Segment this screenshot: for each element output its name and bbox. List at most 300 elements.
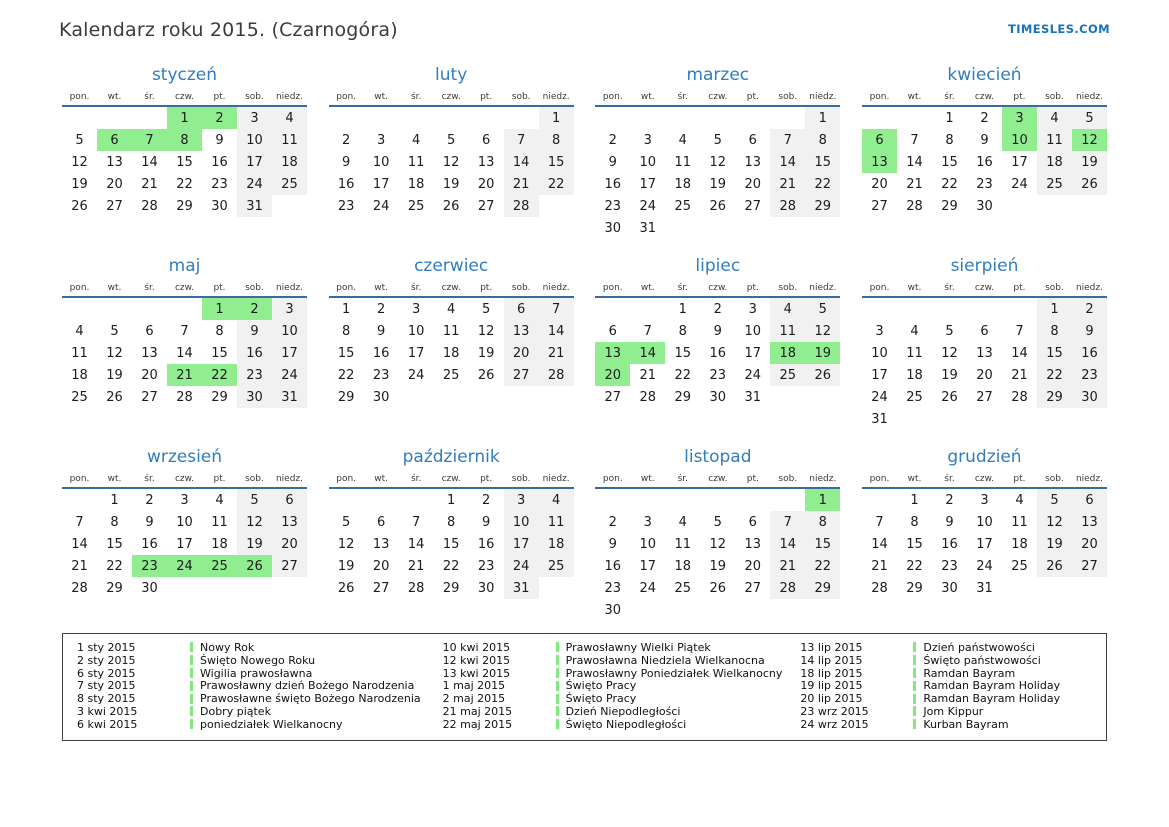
day-cell: 22 [941,176,958,192]
day-cell: 27 [1072,555,1107,577]
day-cell: 20 [477,176,495,192]
day-cell: 10 [744,323,762,339]
day-cell: 26 [337,580,355,596]
day-cell-empty [434,107,469,129]
weekday-label: niedz. [542,283,570,293]
legend-entry-date: 24 wrz 2015 [800,717,869,731]
day-cell: 23 [976,176,993,192]
day-cell: 1 [202,298,237,320]
day-cell: 30 [211,198,228,214]
day-cell: 29 [211,389,228,405]
day-cell: 12 [805,320,840,342]
day-cell: 5 [1072,107,1107,129]
day-cell: 17 [976,536,993,552]
holiday-marker-icon [913,642,916,652]
day-cell: 13 [744,536,762,552]
legend-entry-date: 13 lip 2015 [800,640,863,654]
weekday-label: wt. [374,474,389,484]
day-cell: 26 [805,364,840,386]
day-cell-empty [1002,298,1037,320]
day-cell: 28 [770,195,805,217]
weekday-header-row [595,474,840,489]
day-cell: 28 [407,580,425,596]
weekday-label: niedz. [809,283,837,293]
day-cell: 5 [110,323,119,339]
legend-entry-date: 6 sty 2015 [77,666,136,680]
day-cell: 17 [372,176,390,192]
legend-entry [800,641,1084,654]
legend-entry-name: Święto państwowości [923,653,1041,667]
day-cell: 20 [871,176,888,192]
weekday-label: sob. [1045,283,1064,293]
day-cell: 26 [709,198,727,214]
month-days-grid [329,489,574,599]
day-cell: 25 [906,389,923,405]
day-cell: 3 [748,301,757,317]
weekday-label: pt. [1013,474,1026,484]
holiday-marker-icon [556,706,559,716]
day-cell: 4 [1037,107,1072,129]
weekday-header-row [329,92,574,107]
month-maj [62,256,307,430]
months-grid [62,65,1107,621]
legend-entry-name: Święto Pracy [565,679,637,693]
month-sierpień [862,256,1107,430]
day-cell: 25 [674,580,692,596]
day-cell: 31 [976,580,993,596]
weekday-label: wt. [107,283,122,293]
day-cell: 14 [871,536,888,552]
day-cell: 1 [910,492,919,508]
month-title: listopad [684,447,752,467]
day-cell: 26 [106,389,123,405]
day-cell: 27 [106,198,123,214]
day-cell: 5 [75,132,84,148]
legend-entry-name: Ramdan Bayram [923,666,1016,680]
legend-entry-date: 22 maj 2015 [442,717,513,731]
day-cell: 9 [980,132,989,148]
day-cell: 12 [442,154,460,170]
day-cell: 24 [372,198,390,214]
weekday-label: sob. [1045,474,1064,484]
day-cell: 17 [639,558,657,574]
legend-entry [77,692,421,705]
weekday-header-row [62,283,307,298]
weekday-label: czw. [708,92,728,102]
day-cell: 19 [709,176,727,192]
day-cell: 19 [709,558,727,574]
day-cell: 27 [604,389,622,405]
day-cell: 11 [539,511,574,533]
weekday-label: niedz. [1075,92,1103,102]
day-cell: 4 [1015,492,1024,508]
day-cell: 6 [980,323,989,339]
day-cell: 1 [110,492,119,508]
day-cell: 8 [945,132,954,148]
weekday-label: sob. [245,474,264,484]
day-cell: 14 [504,151,539,173]
weekday-label: wt. [107,474,122,484]
weekday-label: pt. [480,92,493,102]
legend-entry-name: Dzień Niepodległości [565,704,681,718]
legend-entry [77,718,421,731]
day-cell: 30 [372,389,390,405]
day-cell-empty [364,489,399,511]
day-cell: 5 [342,514,351,530]
day-cell-empty [932,298,967,320]
day-cell: 15 [906,536,923,552]
weekday-label: pon. [69,474,90,484]
day-cell: 20 [976,367,993,383]
day-cell: 14 [407,536,425,552]
weekday-label: czw. [974,283,994,293]
holiday-marker-icon [556,694,559,704]
day-cell: 2 [237,298,272,320]
legend-entry-date: 18 lip 2015 [800,666,863,680]
day-cell: 22 [805,173,840,195]
day-cell: 27 [372,580,390,596]
day-cell: 16 [1072,342,1107,364]
holiday-marker-icon [913,681,916,691]
day-cell: 6 [482,132,491,148]
day-cell: 18 [906,367,923,383]
day-cell: 22 [202,364,237,386]
day-cell: 12 [477,323,495,339]
day-cell: 21 [167,364,202,386]
day-cell: 8 [215,323,224,339]
day-cell: 14 [1011,345,1028,361]
day-cell: 19 [106,367,123,383]
weekday-label: pon. [602,474,623,484]
day-cell: 20 [372,558,390,574]
weekday-label: śr. [410,474,422,484]
day-cell: 3 [272,298,307,320]
day-cell: 17 [504,533,539,555]
day-cell: 14 [71,536,88,552]
legend-entry-date: 7 sty 2015 [77,679,136,693]
legend-entry-date: 23 wrz 2015 [800,704,869,718]
weekday-label: pt. [746,92,759,102]
day-cell: 13 [595,342,630,364]
day-cell: 19 [1072,151,1107,173]
weekday-label: śr. [944,92,955,102]
weekday-label: sob. [245,283,264,293]
day-cell: 30 [141,580,158,596]
day-cell: 10 [871,345,888,361]
day-cell: 23 [477,558,495,574]
day-cell: 11 [211,514,228,530]
day-cell: 16 [941,536,958,552]
month-wrzesień [62,447,307,621]
weekday-label: pon. [69,283,90,293]
day-cell: 9 [342,154,351,170]
legend-entry-name: Święto Nowego Roku [200,653,316,667]
day-cell: 21 [504,173,539,195]
day-cell: 22 [1037,364,1072,386]
day-cell: 22 [805,555,840,577]
day-cell: 3 [1002,107,1037,129]
day-cell: 22 [906,558,923,574]
day-cell-empty [665,489,700,511]
month-days-grid [595,489,840,621]
day-cell: 11 [770,320,805,342]
day-cell: 2 [377,301,386,317]
day-cell: 21 [1011,367,1028,383]
weekday-label: pon. [869,474,890,484]
day-cell: 24 [272,364,307,386]
day-cell: 26 [477,367,495,383]
day-cell: 28 [770,577,805,599]
day-cell: 16 [211,154,228,170]
day-cell: 2 [608,132,617,148]
day-cell-empty [399,107,434,129]
weekday-label: sob. [778,92,798,102]
day-cell-empty [700,489,735,511]
day-cell: 25 [202,555,237,577]
day-cell: 11 [1011,514,1028,530]
brand-link[interactable]: TIMESLES.COM [1008,22,1110,36]
day-cell-empty [97,107,132,129]
legend-entry-date: 12 kwi 2015 [442,653,511,667]
holiday-marker-icon [190,655,193,665]
day-cell-empty [897,107,932,129]
day-cell: 23 [132,555,167,577]
day-cell: 29 [176,198,193,214]
day-cell-empty [770,489,805,511]
day-cell: 15 [539,151,574,173]
legend-entry-name: Dzień państwowości [923,640,1035,654]
month-days-grid [62,298,307,408]
day-cell: 27 [871,198,888,214]
day-cell: 3 [504,489,539,511]
day-cell: 12 [71,154,88,170]
day-cell-empty [167,298,202,320]
day-cell: 20 [744,558,762,574]
day-cell: 5 [945,323,954,339]
day-cell: 13 [141,345,158,361]
month-title: grudzień [947,447,1022,467]
day-cell: 31 [871,411,888,427]
legend-entry [800,679,1084,692]
day-cell: 8 [805,511,840,533]
day-cell-empty [364,107,399,129]
day-cell: 3 [980,492,989,508]
day-cell: 3 [875,323,884,339]
day-cell: 6 [272,489,307,511]
day-cell: 11 [407,154,425,170]
day-cell: 27 [477,198,495,214]
day-cell-empty [62,107,97,129]
day-cell: 19 [442,176,460,192]
weekday-label: czw. [708,474,728,484]
day-cell: 11 [674,154,692,170]
day-cell: 24 [237,173,272,195]
weekday-label: niedz. [275,92,304,102]
day-cell: 6 [748,514,757,530]
day-cell: 5 [805,298,840,320]
day-cell: 10 [1002,129,1037,151]
month-days-grid [62,107,307,217]
month-days-grid [862,489,1107,599]
day-cell: 8 [678,323,687,339]
day-cell-empty [329,489,364,511]
day-cell: 17 [639,176,657,192]
day-cell: 18 [407,176,425,192]
day-cell: 21 [770,173,805,195]
day-cell-empty [595,489,630,511]
day-cell: 10 [976,514,993,530]
day-cell: 22 [442,558,460,574]
day-cell: 29 [337,389,355,405]
day-cell: 17 [871,367,888,383]
day-cell: 18 [211,536,228,552]
legend-entry [800,705,1084,718]
day-cell: 12 [337,536,355,552]
day-cell: 29 [1037,386,1072,408]
legend-entry-date: 20 lip 2015 [800,692,863,706]
weekday-label: sob. [511,92,531,102]
holiday-marker-icon [913,668,916,678]
day-cell: 7 [1015,323,1024,339]
day-cell: 7 [875,514,884,530]
weekday-label: pon. [336,92,357,102]
day-cell: 16 [337,176,355,192]
month-title: sierpień [950,256,1019,276]
day-cell: 4 [678,132,687,148]
day-cell: 9 [482,514,491,530]
legend-entry-name: Ramdan Bayram Holiday [923,679,1061,693]
day-cell: 11 [272,129,307,151]
legend-entry [77,705,421,718]
day-cell-empty [700,107,735,129]
day-cell: 26 [1072,173,1107,195]
weekday-label: śr. [144,283,155,293]
day-cell: 6 [504,298,539,320]
day-cell: 30 [477,580,495,596]
day-cell: 11 [906,345,923,361]
day-cell: 3 [377,132,386,148]
weekday-label: niedz. [275,283,304,293]
day-cell-empty [770,107,805,129]
weekday-label: niedz. [275,474,304,484]
legend-entry-name: Święto Niepodległości [565,717,687,731]
holiday-marker-icon [556,681,559,691]
day-cell: 30 [1072,386,1107,408]
day-cell: 8 [110,514,119,530]
day-cell: 19 [71,176,88,192]
day-cell: 18 [539,533,574,555]
day-cell-empty [967,298,1002,320]
legend-entry-date: 8 sty 2015 [77,692,136,706]
holiday-marker-icon [190,706,193,716]
day-cell: 27 [141,389,158,405]
weekday-label: czw. [441,474,461,484]
day-cell: 20 [1072,533,1107,555]
day-cell: 2 [1072,298,1107,320]
legend-entry [443,692,783,705]
day-cell: 6 [97,129,132,151]
holiday-marker-icon [556,655,559,665]
day-cell: 31 [272,386,307,408]
month-title: marzec [686,65,750,85]
day-cell: 8 [1037,320,1072,342]
month-days-grid [862,298,1107,430]
holiday-marker-icon [190,642,193,652]
day-cell: 4 [910,323,919,339]
day-cell: 16 [237,342,272,364]
day-cell: 23 [709,367,727,383]
legend-entry-date: 3 kwi 2015 [77,704,138,718]
day-cell-empty [504,107,539,129]
day-cell: 17 [1011,154,1028,170]
weekday-label: pon. [602,92,623,102]
weekday-label: wt. [907,283,922,293]
weekday-header-row [329,283,574,298]
legend-column-2 [421,641,783,731]
day-cell: 26 [71,198,88,214]
day-cell: 18 [674,558,692,574]
weekday-label: sob. [778,474,798,484]
month-days-grid [329,298,574,408]
day-cell: 20 [504,342,539,364]
day-cell-empty [97,298,132,320]
weekday-label: wt. [907,474,922,484]
day-cell: 31 [504,577,539,599]
legend-entry-name: Wigilia prawosławna [200,666,313,680]
day-cell: 30 [604,220,622,236]
legend-entry-date: 10 kwi 2015 [442,640,511,654]
day-cell: 28 [71,580,88,596]
day-cell: 19 [337,558,355,574]
day-cell: 25 [407,198,425,214]
month-title: luty [435,65,468,85]
day-cell: 12 [709,154,727,170]
legend-entry-name: Prawosławne święto Bożego Narodzenia [200,692,421,706]
weekday-label: pt. [1013,92,1026,102]
legend-entry [443,705,783,718]
weekday-label: wt. [107,92,122,102]
day-cell: 2 [202,107,237,129]
day-cell: 25 [674,198,692,214]
legend-entry-date: 13 kwi 2015 [442,666,511,680]
day-cell: 11 [71,345,88,361]
weekday-label: wt. [640,283,655,293]
legend-entry [77,667,421,680]
day-cell: 28 [871,580,888,596]
month-title: czerwiec [414,256,489,276]
weekday-label: pon. [602,283,623,293]
month-days-grid [62,489,307,599]
day-cell: 19 [805,342,840,364]
day-cell: 4 [770,298,805,320]
page-title: Kalendarz roku 2015. (Czarnogóra) [59,19,398,41]
weekday-header-row [595,92,840,107]
day-cell: 2 [608,514,617,530]
day-cell: 7 [412,514,421,530]
day-cell: 11 [674,536,692,552]
day-cell: 21 [71,558,88,574]
day-cell: 26 [237,555,272,577]
month-styczeń [62,65,307,239]
legend-entry [77,641,421,654]
weekday-label: śr. [410,92,422,102]
day-cell: 4 [447,301,456,317]
day-cell: 7 [132,129,167,151]
page-header [0,0,1169,41]
day-cell: 10 [407,323,425,339]
day-cell: 18 [1011,536,1028,552]
day-cell: 6 [608,323,617,339]
